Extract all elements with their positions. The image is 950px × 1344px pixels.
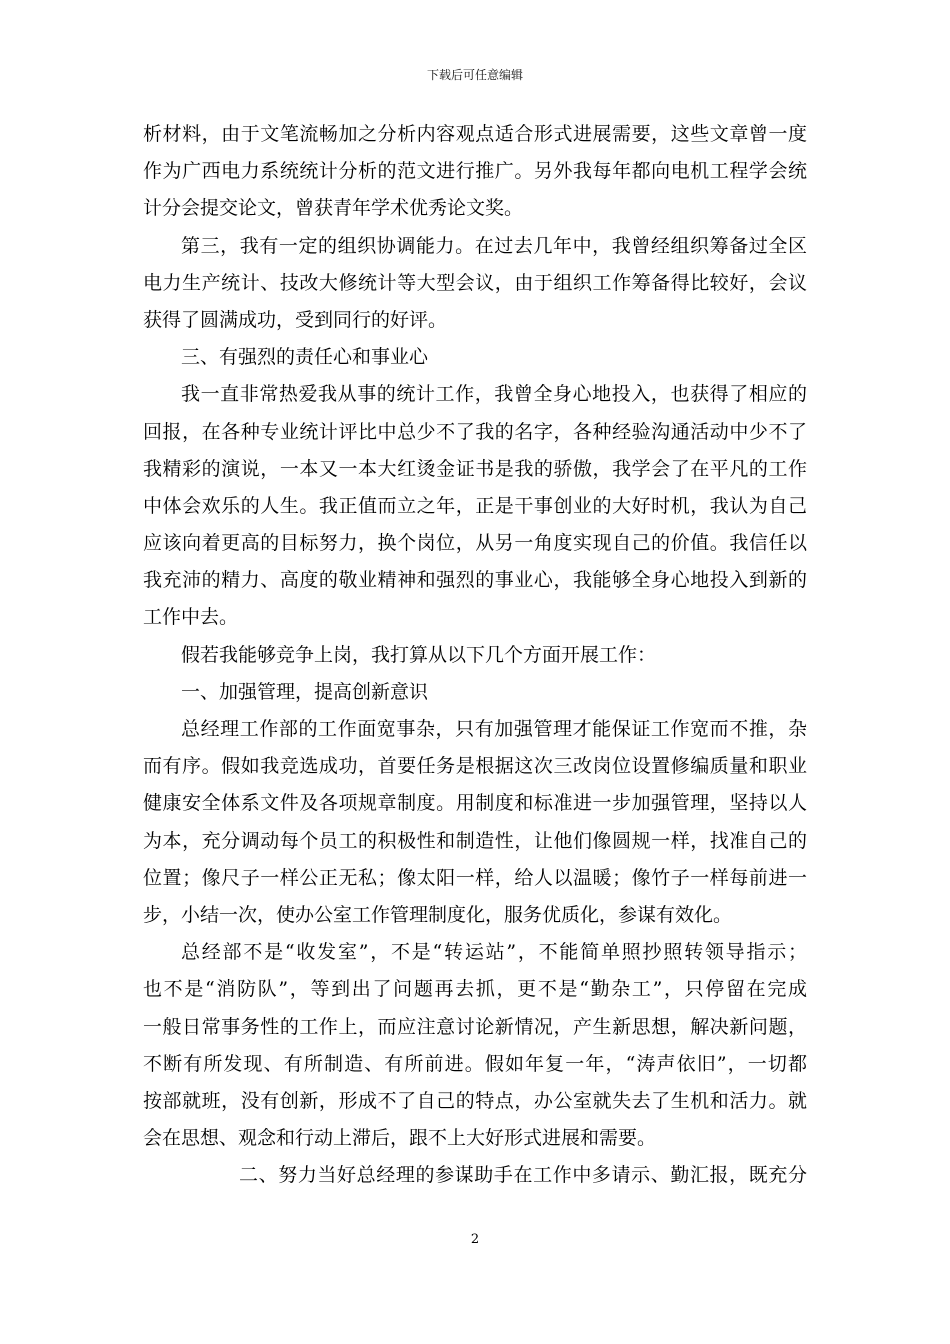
text-line: 计分会提交论文，曾获青年学术优秀论文奖。 [143, 197, 524, 220]
text-line: 一般日常事务性的工作上，而应注意讨论新情况，产生新思想，解决新问题， [143, 1015, 807, 1038]
text-line: 析材料，由于文笔流畅加之分析内容观点适合形式进展需要，这些文章曾一度 [143, 123, 807, 145]
text-line: 获得了圆满成功，受到同行的好评。 [143, 308, 448, 331]
paragraph-start-line: 总经理工作部的工作面宽事杂，只有加强管理才能保证工作宽而不推，杂 [181, 718, 807, 740]
text-line: 中体会欢乐的人生。我正值而立之年，正是干事创业的大好时机，我认为自己 [143, 494, 807, 517]
paragraph-start-line: 假若我能够竞争上岗，我打算从以下几个方面开展工作： [181, 643, 657, 666]
text-line: 我充沛的精力、高度的敬业精神和强烈的事业心，我能够全身心地投入到新的 [143, 569, 807, 592]
text-line: 应该向着更高的目标努力，换个岗位，从另一角度实现自己的价值。我信任以 [143, 532, 807, 555]
page-header: 下载后可任意编辑 [426, 68, 523, 82]
paragraph-start-line: 我一直非常热爱我从事的统计工作，我曾全身心地投入，也获得了相应的 [181, 383, 807, 406]
text-line: 而有序。假如我竞选成功，首要任务是根据这次三改岗位设置修编质量和职业 [143, 755, 807, 778]
text-line: 工作中去。 [143, 606, 239, 629]
section-heading: 一、加强管理，提高创新意识 [181, 680, 429, 703]
text-line: 位置；像尺子一样公正无私；像太阳一样，给人以温暖；像竹子一样每前进一 [143, 866, 807, 889]
text-line: 健康安全体系文件及各项规章制度。用制度和标准进一步加强管理，坚持以人 [143, 792, 807, 815]
text-line: 我精彩的演说，一本又一本大红烫金证书是我的骄傲，我学会了在平凡的工作 [143, 457, 807, 480]
section-heading: 二、努力当好总经理的参谋助手在工作中多请示、勤汇报，既充分 [239, 1164, 807, 1187]
text-line: 电力生产统计、技改大修统计等大型会议，由于组织工作筹备得比较好，会议 [143, 271, 807, 294]
text-line: 按部就班，没有创新，形成不了自己的特点，办公室就失去了生机和活力。就 [143, 1089, 807, 1112]
text-line: 回报，在各种专业统计评比中总少不了我的名字，各种经验沟通活动中少不了 [143, 420, 807, 443]
text-line: 为本，充分调动每个员工的积极性和制造性，让他们像圆规一样，找准自己的 [143, 829, 807, 852]
text-line: 会在思想、观念和行动上滞后，跟不上大好形式进展和需要。 [143, 1127, 657, 1150]
section-heading: 三、有强烈的责任心和事业心 [181, 346, 429, 369]
document-body [143, 116, 807, 1194]
paragraph-start-line: 总经部不是“收发室”，不是“转运站”，不能简单照抄照转领导指示； [181, 941, 807, 964]
text-line: 作为广西电力系统统计分析的范文进行推广。另外我每年都向电机工程学会统 [143, 160, 807, 183]
page-number: 2 [470, 1232, 480, 1247]
text-line: 不断有所发现、有所制造、有所前进。假如年复一年，“涛声依旧”，一切都 [143, 1052, 807, 1075]
paragraph-start-line: 第三，我有一定的组织协调能力。在过去几年中，我曾经组织筹备过全区 [181, 234, 807, 257]
text-line: 也不是“消防队”，等到出了问题再去抓，更不是“勤杂工”，只停留在完成 [143, 978, 807, 1001]
text-line: 步，小结一次，使办公室工作管理制度化，服务优质化，参谋有效化。 [143, 903, 733, 926]
